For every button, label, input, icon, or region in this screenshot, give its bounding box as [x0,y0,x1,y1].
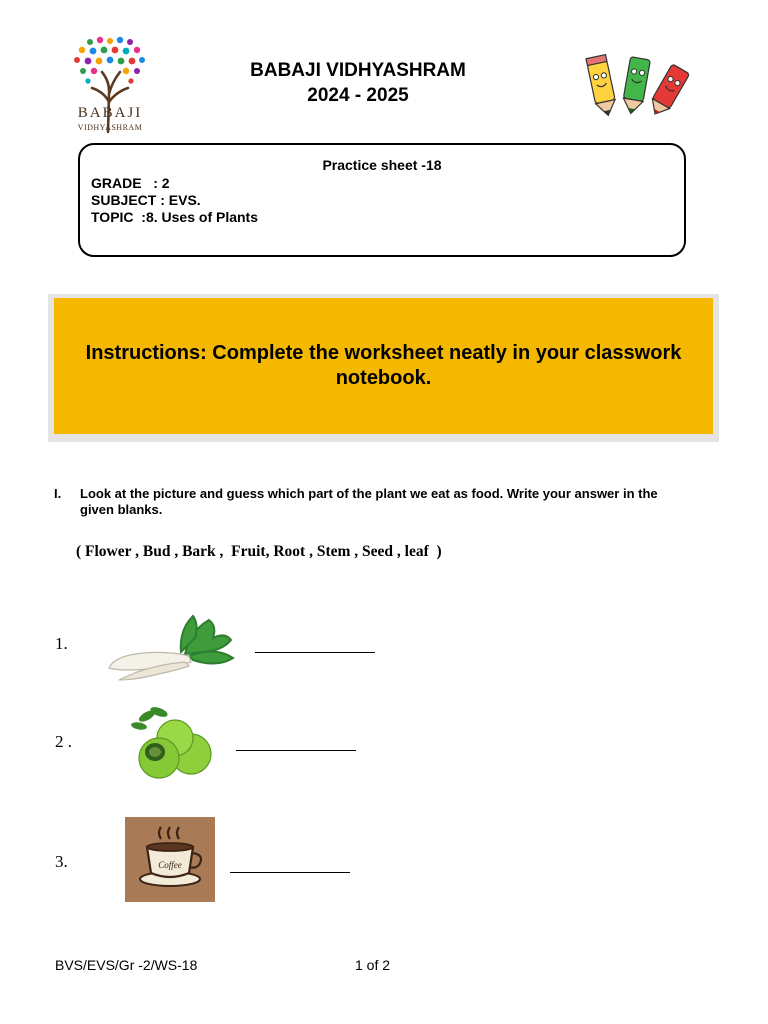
radish-picture [105,610,239,682]
logo-name: BABAJI [77,105,143,121]
coffee-cup-label: Coffee [158,860,182,870]
subject-line: SUBJECT : EVS. [91,192,201,208]
item-number: 3. [55,852,68,871]
question-number: I. [54,486,62,501]
gooseberry-picture [125,706,215,780]
question-text: Look at the picture and guess which part of the plant we eat as food. Write your answer in the given blanks. [80,486,658,517]
academic-year: 2024 - 2025 [307,85,409,106]
answer-blank[interactable] [255,652,375,653]
pencil-characters-illustration [582,48,694,120]
item-number: 2 . [55,732,72,751]
school-name: BABAJI VIDHYASHRAM [250,60,466,81]
answer-blank[interactable] [230,872,350,873]
practice-sheet-title: Practice sheet -18 [322,157,442,173]
answer-blank[interactable] [236,750,356,751]
document-code: BVS/EVS/Gr -2/WS-18 [55,957,198,973]
grade-line: GRADE : 2 [91,175,170,191]
page-number: 1 of 2 [355,957,391,973]
logo-subtitle: VIDHYASHRAM [77,123,143,132]
instructions-text: Instructions: Complete the worksheet neatly in your classwork notebook. [85,342,682,389]
answer-options: ( Flower , Bud , Bark , Fruit, Root , Stem , Seed , leaf ) [76,543,442,560]
instructions-banner [54,298,713,434]
coffee-cup-picture [125,817,215,902]
topic-line: TOPIC :8. Uses of Plants [91,209,259,225]
item-number: 1. [55,634,68,653]
